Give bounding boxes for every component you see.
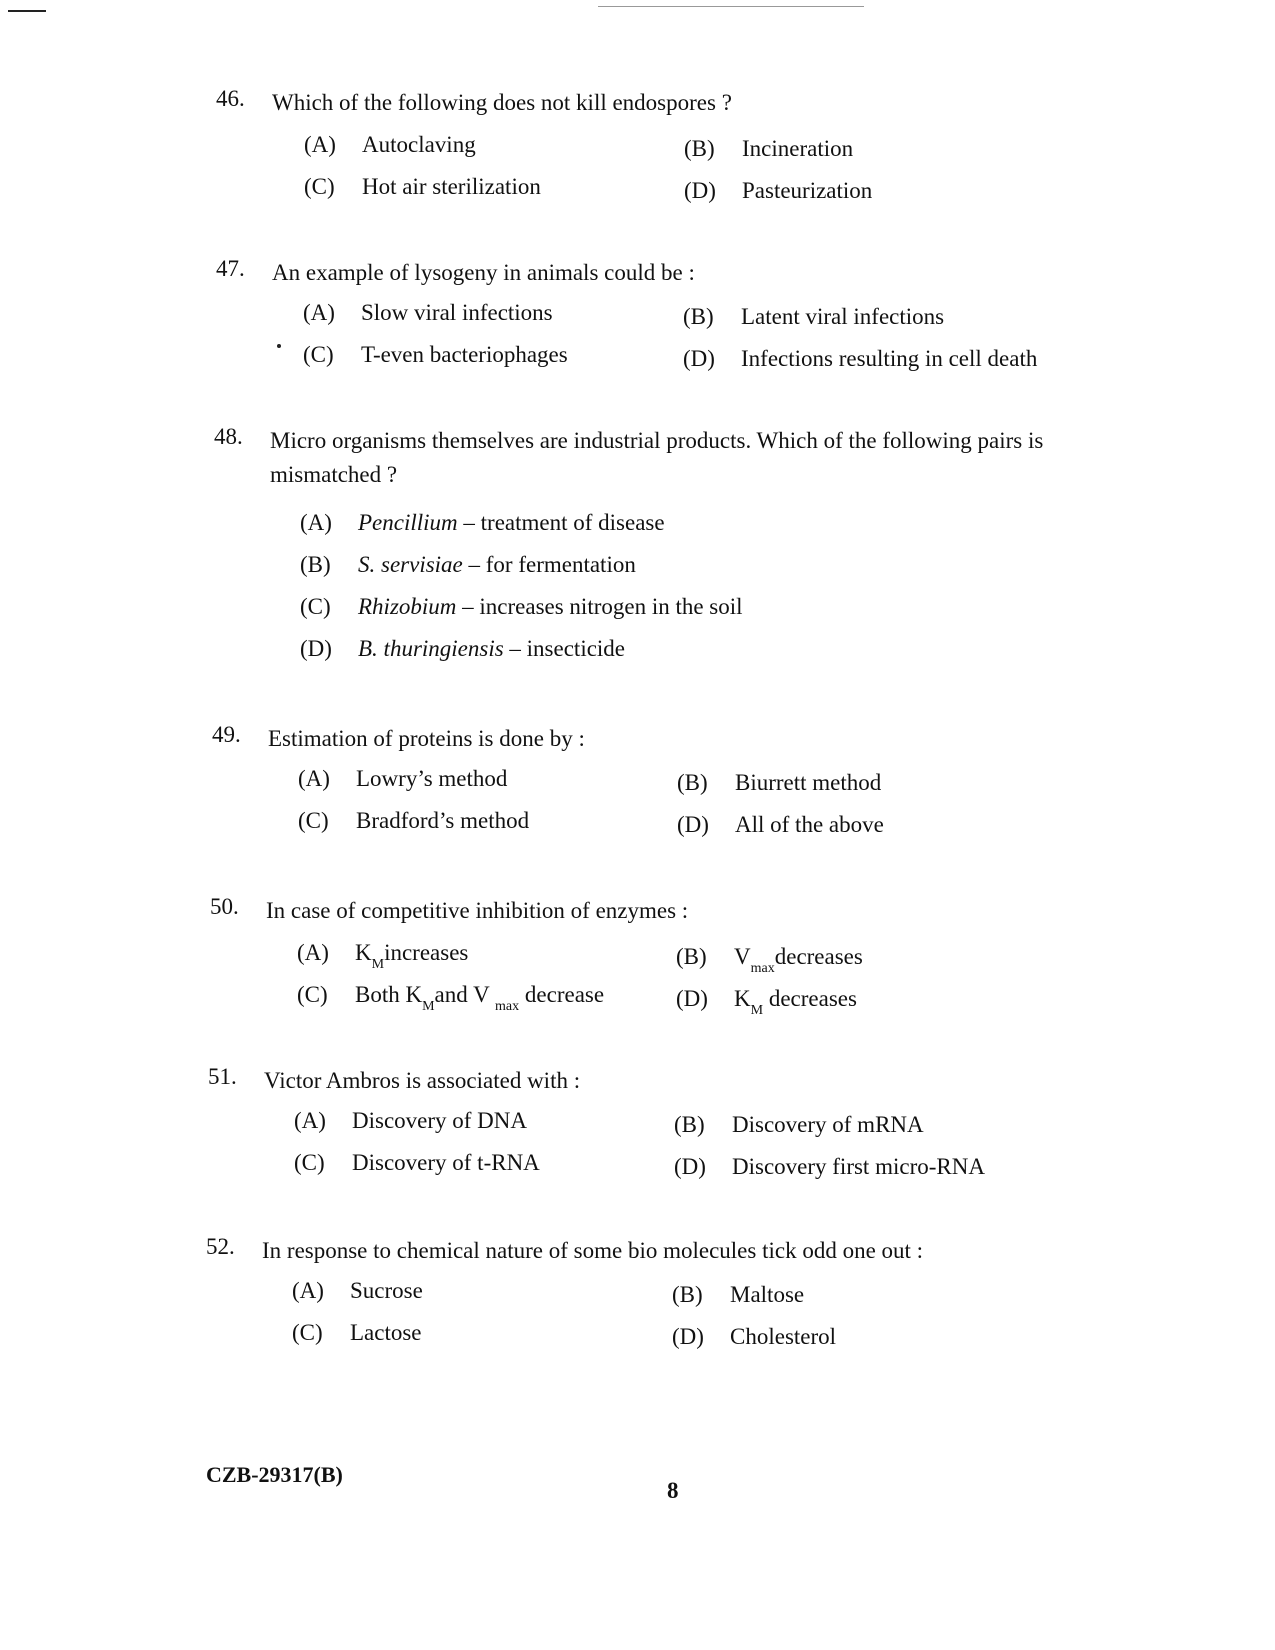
question-47 <box>216 256 1096 290</box>
option-c[interactable]: (C) Both $K_Mand$ V $_{max}$ decrease <box>297 982 605 1014</box>
top-rule <box>598 6 864 7</box>
option-b[interactable]: (B) Biurrett method <box>677 770 882 795</box>
option-b[interactable]: (B) $V_{max}decreases$ <box>676 944 863 976</box>
stray-dot <box>277 344 281 348</box>
option-d[interactable]: (D) Pasteurization <box>684 178 873 203</box>
option-b[interactable]: (B) Latent viral infections <box>683 304 945 329</box>
question-number: 48. <box>214 424 243 449</box>
option-a[interactable]: (A) Pencillium – treatment of disease <box>300 510 665 535</box>
question-number: 47. <box>216 256 245 281</box>
question-48 <box>214 424 1094 492</box>
option-c[interactable]: (C) Rhizobium – increases nitrogen in the soil <box>300 594 743 619</box>
question-text: In case of competitive inhibition of enzymes : <box>266 898 689 923</box>
option-a[interactable]: (A) Lowry’s method <box>298 766 508 791</box>
question-52 <box>206 1234 1106 1268</box>
option-a[interactable]: (A) Slow viral infections <box>303 300 553 325</box>
question-46 <box>216 86 1096 120</box>
option-b[interactable]: (B) Maltose <box>672 1282 805 1307</box>
option-a[interactable]: (A) Sucrose <box>292 1278 423 1303</box>
question-number: 51. <box>208 1064 237 1089</box>
option-d[interactable]: (D) Cholesterol <box>672 1324 837 1349</box>
option-a[interactable]: (A) $K_Mincreases$ <box>297 940 469 972</box>
question-text: In response to chemical nature of some bio molecules tick odd one out : <box>262 1238 924 1263</box>
question-text: Micro organisms themselves are industrial products. Which of the following pairs is mismatched ? <box>270 428 1044 487</box>
option-d[interactable]: (D) Infections resulting in cell death <box>683 346 1038 371</box>
option-c[interactable]: (C) Discovery of t-RNA <box>294 1150 540 1175</box>
question-text: An example of lysogeny in animals could be : <box>272 260 695 285</box>
question-number: 52. <box>206 1234 235 1259</box>
question-49 <box>212 722 1092 756</box>
option-a[interactable]: (A) Autoclaving <box>304 132 476 157</box>
question-number: 46. <box>216 86 245 111</box>
option-b[interactable]: (B) S. servisiae – for fermentation <box>300 552 636 577</box>
option-c[interactable]: (C) T-even bacteriophages <box>303 342 568 367</box>
option-d[interactable]: (D) B. thuringiensis – insecticide <box>300 636 626 661</box>
question-text: Which of the following does not kill endospores ? <box>272 90 732 115</box>
top-left-rule <box>8 10 46 12</box>
option-c[interactable]: (C) Hot air sterilization <box>304 174 541 199</box>
question-number: 49. <box>212 722 241 747</box>
option-c[interactable]: (C) Bradford’s method <box>298 808 530 833</box>
page-number: 8 <box>667 1478 679 1503</box>
question-51 <box>208 1064 1088 1098</box>
option-d[interactable]: (D) $K_M$ decreases <box>676 986 857 1018</box>
question-text: Victor Ambros is associated with : <box>264 1068 581 1093</box>
booklet-code: CZB-29317(B) <box>206 1462 343 1487</box>
option-d[interactable]: (D) All of the above <box>677 812 884 837</box>
option-b[interactable]: (B) Incineration <box>684 136 854 161</box>
question-number: 50. <box>210 894 239 919</box>
option-d[interactable]: (D) Discovery first micro-RNA <box>674 1154 985 1179</box>
option-b[interactable]: (B) Discovery of mRNA <box>674 1112 924 1137</box>
option-c[interactable]: (C) Lactose <box>292 1320 422 1345</box>
question-50 <box>210 894 1090 928</box>
question-text: Estimation of proteins is done by : <box>268 726 585 751</box>
option-a[interactable]: (A) Discovery of DNA <box>294 1108 528 1133</box>
